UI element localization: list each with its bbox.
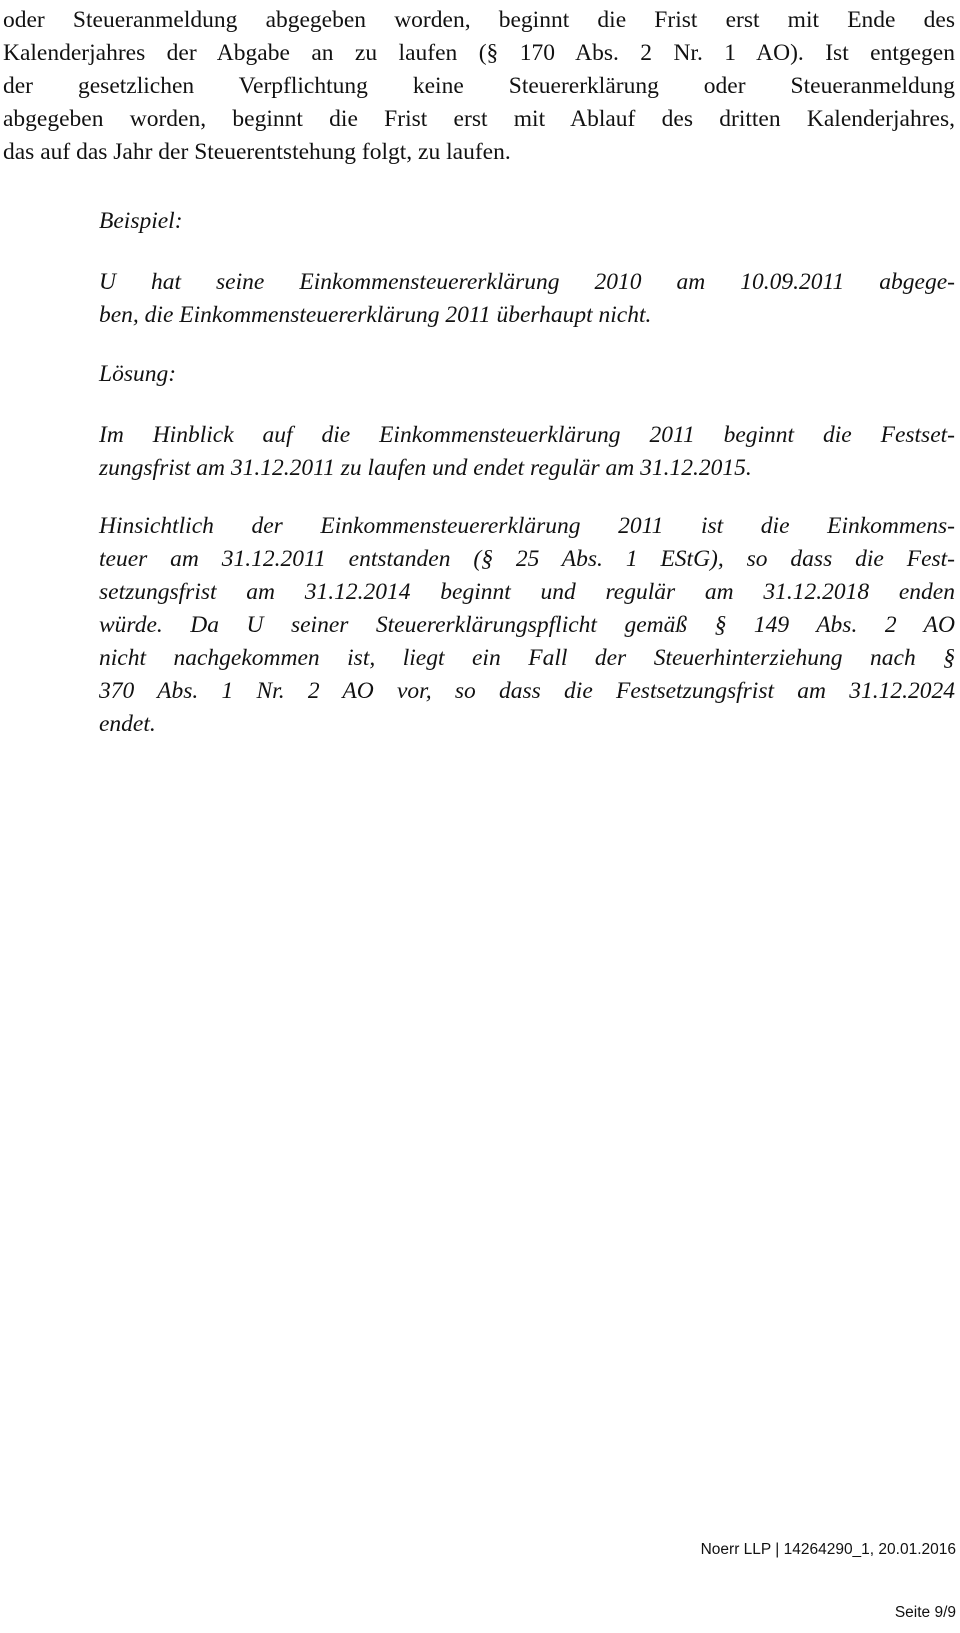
text-line: das auf das Jahr der Steuerentstehung folgt, zu laufen. (3, 139, 511, 165)
text-line: nicht nachgekommen ist, liegt ein Fall der Steuerhinterziehung nach § (99, 645, 955, 671)
text-line: Hinsichtlich der Einkommensteuererklärung 2011 ist die Einkommens- (99, 513, 955, 539)
text-line: teuer am 31.12.2011 entstanden (§ 25 Abs. 1 EStG), so dass die Fest- (99, 546, 955, 572)
text-line: ben, die Einkommensteuererklärung 2011 überhaupt nicht. (99, 302, 652, 328)
main-paragraph (3, 4, 955, 169)
text-line: oder Steueranmeldung abgegeben worden, beginnt die Frist erst mit Ende des (3, 7, 955, 33)
text-line: endet. (99, 711, 156, 737)
text-line: abgegeben worden, beginnt die Frist erst mit Ablauf des dritten Kalenderjahres, (3, 106, 955, 132)
text-line: der gesetzlichen Verpflichtung keine Steuererklärung oder Steueranmeldung (3, 73, 955, 99)
solution-heading: Lösung: (99, 361, 177, 387)
solution-paragraph-2 (99, 510, 955, 741)
text-line: würde. Da U seiner Steuererklärungspflicht gemäß § 149 Abs. 2 AO (99, 612, 955, 638)
example-paragraph (99, 266, 955, 332)
text-line: U hat seine Einkommensteuererklärung 2010 am 10.09.2011 abgege- (99, 269, 955, 295)
text-line: Kalenderjahres der Abgabe an zu laufen (§ 170 Abs. 2 Nr. 1 AO). Ist entgegen (3, 40, 955, 66)
text-line: Im Hinblick auf die Einkommensteuerklärung 2011 beginnt die Festset- (99, 422, 955, 448)
solution-paragraph-1 (99, 419, 955, 485)
text-line: setzungsfrist am 31.12.2014 beginnt und regulär am 31.12.2018 enden (99, 579, 955, 605)
footer-reference: Noerr LLP | 14264290_1, 20.01.2016 (700, 1541, 956, 1558)
text-line: 370 Abs. 1 Nr. 2 AO vor, so dass die Festsetzungsfrist am 31.12.2024 (99, 678, 955, 704)
page-number: Seite 9/9 (894, 1604, 956, 1621)
example-heading: Beispiel: (99, 208, 183, 234)
text-line: zungsfrist am 31.12.2011 zu laufen und endet regulär am 31.12.2015. (99, 455, 752, 481)
